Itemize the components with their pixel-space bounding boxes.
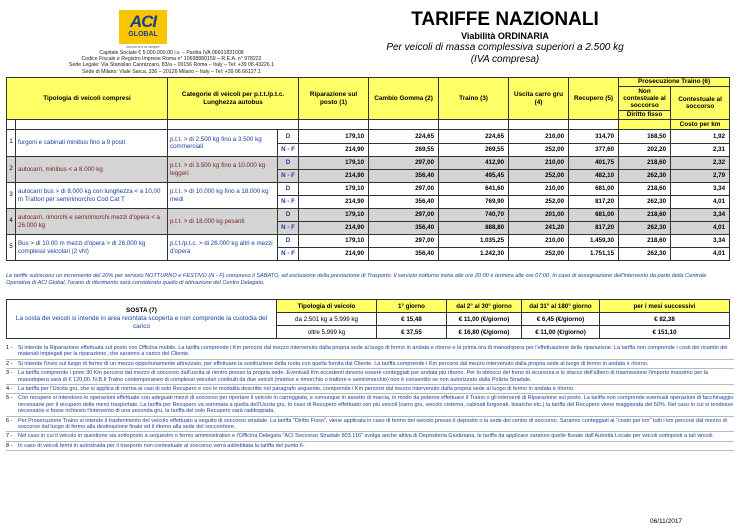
price-recupero: 681,00 (569, 209, 619, 222)
price-recupero: 817,20 (569, 196, 619, 209)
header-tipologia: Tipologia di veicoli compresi (7, 78, 168, 120)
price-cambio: 224,65 (369, 130, 439, 144)
vehicle-category: p.t.t./p.t.c. > di 26.000 kg altri e mezzi d'opera (168, 235, 278, 261)
footnote-text: La tariffa comprende i primi 30 Km percorsi dal mezzo di soccorso dall'uscita al rientro presso la propria sede. Eventuali Km eccedenti devono essere conteggiati per andata più ritorno. Per lo sblocco del freno di sicurezza e lo stacco dell'albero di trasmissione l'importo massimo per la manodopera sarà di € 120,00. N.B.Il Traino contemporaneo di complessi veicolari costituiti da due veicoli (motrice e rimorchio o trattore e semirimorchio) non è consentito se non autorizzato dalla Polizia Stradale. (18, 370, 708, 383)
price-costo-km: 3,34 (671, 183, 730, 196)
price-riparazione: 214,90 (299, 196, 369, 209)
price-riparazione: 179,10 (299, 183, 369, 196)
price-uscita: 252,00 (509, 196, 569, 209)
table-row (7, 130, 730, 144)
surcharge-note: Le tariffe subiscono un incremento del 20% per servizio NOTTURNO e FESTIVO (N - F) compreso il SABATO, ad esclusione della prestazione di Trasporto. Il servizio notturno inizia alle ore 20:00 e termina alle ore 07:00. In caso di assegnazione dell'intervento da parte della Centrale Operativa di ACI Global, l'orario di riferimento sarà considerato quello di attivazione del Centro Delegato. (6, 273, 707, 286)
price-costo-km: 4,01 (671, 196, 730, 209)
price-traino: 740,70 (439, 209, 509, 222)
sosta-title: SOSTA (7) (126, 307, 157, 314)
price-cambio: 297,00 (369, 209, 439, 222)
price-diritto-fisso: 218,60 (619, 209, 671, 222)
mode-night-festive: N - F (278, 248, 299, 261)
sosta-months: € 82,38 (600, 313, 730, 326)
price-traino: 888,80 (439, 222, 509, 235)
mode-day: D (278, 157, 299, 170)
tariff-table (6, 77, 730, 261)
table-row (7, 183, 730, 196)
mode-night-festive: N - F (278, 196, 299, 209)
price-diritto-fisso: 168,50 (619, 130, 671, 144)
row-index: 3 (7, 183, 16, 209)
price-recupero: 1.751,15 (569, 248, 619, 261)
company-line: Codice Fiscale e Registro Imprese Roma n° 10698880159 – R.E.A. n° 978222 (81, 56, 262, 63)
sosta-vehicle: da 2.501 kg a 5.999 kg (277, 313, 377, 326)
header-costo-km: Costo per km (671, 120, 730, 130)
footnote-number: 1 - (6, 345, 13, 351)
sosta-day2-30: € 11,00 (€/giorno) (447, 313, 522, 326)
footnote (6, 385, 734, 394)
vehicle-category: p.t.t. > di 3.500 kg fino a 10.000 kg leggeri (168, 157, 278, 183)
row-index: 4 (7, 209, 16, 235)
footnote-number: 2 - (6, 360, 13, 367)
price-diritto-fisso: 218,60 (619, 235, 671, 248)
price-costo-km: 2,32 (671, 157, 730, 170)
price-diritto-fisso: 262,30 (619, 222, 671, 235)
table-row (7, 209, 730, 222)
footnote-text: Con recupero si intendono le operazioni effettuate con adeguati mezzi di soccorso per riportare il veicolo in carreggiata, e comunque in assetto di marcia, in modo da poterne effettuare il Traino o gli interventi di Riparazione sul posto. La tariffa non comprende eventuali operazioni di facchinaggio necessarie per il recupero delle merci trasportate. La tariffa per Recupero va sommata a quella dell'Uscita gru. In caso di Recupero effettuato con più veicoli (carro gru, veicolo cisterna, cabinati furgonati, bisarche etc.) la tariffa del Recupero viene maggiorata del 50%. Nel caso in cui si rendesse necessario e fosse richiesto l'intervento di una seconda gru, la tariffa del solo Recupero sarà raddoppiata. (18, 395, 734, 415)
price-uscita: 241,20 (509, 222, 569, 235)
sosta-header-day31-180: dal 31° al 180° giorno (522, 300, 600, 313)
price-diritto-fisso: 262,30 (619, 170, 671, 183)
spacer-cell (619, 120, 671, 130)
price-traino: 641,60 (439, 183, 509, 196)
price-traino: 1.035,25 (439, 235, 509, 248)
vehicle-type: furgoni e cabinati minibus fino a 9 posti (16, 130, 168, 157)
mode-day: D (278, 183, 299, 196)
sosta-months: € 151,10 (600, 326, 730, 339)
price-cambio: 269,55 (369, 144, 439, 157)
price-recupero: 1.459,30 (569, 235, 619, 248)
price-riparazione: 214,90 (299, 222, 369, 235)
footnote-number: 5 - (6, 395, 13, 402)
table-row (7, 235, 730, 248)
logo-aci-text: ACI (129, 12, 157, 31)
sosta-header-tipologia: Tipologia di veicolo (277, 300, 377, 313)
price-recupero: 817,20 (569, 222, 619, 235)
price-recupero: 314,70 (569, 130, 619, 144)
sosta-header-months: per i mesi successivi (600, 300, 730, 313)
logo-global-text: GLOBAL (128, 31, 158, 38)
price-traino: 269,55 (439, 144, 509, 157)
sosta-info (7, 300, 277, 339)
price-uscita: 201,00 (509, 209, 569, 222)
page-subtitle: Viabilità ORDINARIA (461, 31, 549, 41)
price-uscita: 252,00 (509, 170, 569, 183)
company-line: Sede Legale: Via Stanislao Cannizzaro, 83/a – 00156 Roma – Italy – Tel: +39 06.43226.1 (68, 62, 274, 69)
price-costo-km: 3,34 (671, 235, 730, 248)
sosta-day2-30: € 16,80 (€/giorno) (447, 326, 522, 339)
sosta-header-day2-30: dal 2° al 30° giorno (447, 300, 522, 313)
vehicle-type: autocarri, minibus < a 8.000 kg (16, 157, 168, 183)
footnote-text: Si intende la Riparazione effettuata sul posto con Officina mobile. La tariffa comprende i Km percorsi dal mezzo intervenuto dalla propria sede al luogo di fermo in andata e ritorno e la prima ora di manodopera per l'effettuazione della riparazione. La tariffa non comprende i costi dei ricambi dei materiali impiegati per la riparazione, che saranno a carico del Cliente. (18, 345, 728, 358)
sosta-table (6, 299, 730, 339)
footnote-number: 3 - (6, 370, 13, 377)
price-cambio: 297,00 (369, 157, 439, 170)
footnote-number: 6 - (6, 417, 13, 424)
header-uscita-carro-gru: Uscita carro gru (4) (509, 78, 569, 120)
price-cambio: 356,40 (369, 196, 439, 209)
price-uscita: 210,00 (509, 157, 569, 170)
price-traino: 224,65 (439, 130, 509, 144)
price-diritto-fisso: 262,30 (619, 248, 671, 261)
footnotes (6, 344, 734, 451)
price-riparazione: 179,10 (299, 130, 369, 144)
sosta-day31-180: € 11,00 (€/giorno) (522, 326, 600, 339)
header-prosecuzione-traino: Prosecuzione Traino (6) (619, 78, 730, 87)
price-uscita: 252,00 (509, 248, 569, 261)
header-contestuale: Contestuale al soccorso (671, 87, 730, 120)
company-info (54, 50, 289, 75)
vehicle-type: autocarri, rimorchi e semirimorchi mezzi d'opera < a 26.000 kg (16, 209, 168, 235)
price-diritto-fisso: 262,30 (619, 196, 671, 209)
price-traino: 1.242,30 (439, 248, 509, 261)
mode-day: D (278, 130, 299, 144)
price-riparazione: 179,10 (299, 235, 369, 248)
row-index: 5 (7, 235, 16, 261)
price-uscita: 210,00 (509, 183, 569, 196)
header-non-contestuale: Non contestuale al soccorso (619, 87, 671, 111)
price-recupero: 482,10 (569, 170, 619, 183)
price-cambio: 356,40 (369, 248, 439, 261)
sosta-day1: € 15,48 (377, 313, 447, 326)
mode-night-festive: N - F (278, 170, 299, 183)
header-riparazione: Riparazione sul posto (1) (299, 78, 369, 120)
footnote-number: 7 - (6, 433, 13, 440)
header-traino: Traino (3) (439, 78, 509, 120)
price-riparazione: 179,10 (299, 209, 369, 222)
vehicle-category: p.t.t. > di 18.000 kg pesanti (168, 209, 278, 235)
price-diritto-fisso: 218,60 (619, 157, 671, 170)
vat-note: (IVA compresa) (470, 54, 540, 65)
price-cambio: 297,00 (369, 183, 439, 196)
price-costo-km: 2,31 (671, 144, 730, 157)
page-title: TARIFFE NAZIONALI (411, 9, 599, 30)
header-diritto-fisso: Diritto fisso (619, 111, 671, 120)
aci-global-logo (119, 10, 167, 50)
price-cambio: 356,40 (369, 222, 439, 235)
price-riparazione: 214,90 (299, 144, 369, 157)
spacer-cell (569, 120, 619, 130)
price-uscita: 210,00 (509, 130, 569, 144)
price-traino: 495,45 (439, 170, 509, 183)
sosta-description: La sosta dei veicoli si intende in area recintata scoperta e non comprende la custodia del carico (15, 315, 268, 330)
spacer-cell (16, 120, 168, 130)
vehicle-category: p.t.t. > di 2.500 kg fino a 3.500 kg commerciali (168, 130, 278, 157)
price-uscita: 252,00 (509, 144, 569, 157)
table-row (7, 157, 730, 170)
vehicle-mass-line: Per veicoli di massa complessiva superiori a 2.500 kg (386, 42, 624, 53)
spacer-cell (509, 120, 569, 130)
price-costo-km: 1,92 (671, 130, 730, 144)
price-riparazione: 214,90 (299, 170, 369, 183)
price-costo-km: 4,01 (671, 222, 730, 235)
price-recupero: 377,60 (569, 144, 619, 157)
footnote-text: La tariffa per l'Uscita gru, che si applica di norma ai casi di solo Recupero e con le modalità descritte nel paragrafo seguente, comprende i Km percorsi dal mezzo intervenuto dalla propria sede al luogo di fermo in andata e ritorno. (18, 386, 575, 393)
footnote (6, 442, 734, 451)
document-date: 06/11/2017 (650, 518, 683, 525)
mode-day: D (278, 235, 299, 248)
row-index: 1 (7, 130, 16, 157)
footnote-number: 4 - (6, 386, 13, 393)
spacer-cell (168, 120, 299, 130)
spacer-cell (439, 120, 509, 130)
logo-badge (119, 10, 167, 44)
sosta-header-day1: 1° giorno (377, 300, 447, 313)
footnote-text: Si intende l'invio sul luogo di fermo di un mezzo opportunamente attrezzato, per effettuare la sostituzione della ruota con quella fornita dal Cliente. La tariffa comprende i Km percorsi dal mezzo intervenuto dalla propria sede al luogo di fermo in andata e ritorno. (18, 360, 649, 367)
footnote (6, 369, 734, 385)
price-cambio: 356,40 (369, 170, 439, 183)
footnote (6, 360, 734, 369)
footnote-number: 8 - (6, 442, 13, 449)
mode-day: D (278, 209, 299, 222)
header-recupero: Recupero (5) (569, 78, 619, 120)
price-costo-km: 4,01 (671, 248, 730, 261)
row-index: 2 (7, 157, 16, 183)
price-recupero: 401,75 (569, 157, 619, 170)
sosta-vehicle: oltre 5.999 kg (277, 326, 377, 339)
vehicle-type: autocarri bus > di 8.000 kg con lunghezza < a 10,00 m Trattori per semirimorchio Cod Cat T (16, 183, 168, 209)
price-cambio: 297,00 (369, 235, 439, 248)
price-costo-km: 3,34 (671, 209, 730, 222)
sosta-day31-180: € 6,45 (€/giorno) (522, 313, 600, 326)
price-traino: 769,90 (439, 196, 509, 209)
footnote (6, 432, 734, 441)
vehicle-category: p.t.t. > di 10.000 kg fino a 18.000 kg medi (168, 183, 278, 209)
header-categorie: Categorie di veicoli per p.t.t./p.t.c. Lunghezza autobus (168, 78, 299, 120)
spacer-cell (369, 120, 439, 130)
price-uscita: 210,00 (509, 235, 569, 248)
vehicle-type: Bus > di 10.00 m mezzi d'opera > di 26.000 kg complessi veicolari (2 vhl) (16, 235, 168, 261)
sosta-day1: € 37,55 (377, 326, 447, 339)
spacer-cell (7, 120, 16, 130)
mode-night-festive: N - F (278, 222, 299, 235)
price-diritto-fisso: 218,60 (619, 183, 671, 196)
price-recupero: 681,00 (569, 183, 619, 196)
price-costo-km: 2,79 (671, 170, 730, 183)
company-line: Capitale Sociale € 5.000.000,00 i.v. – Partita IVA 06601831008 (99, 50, 244, 56)
footnote (6, 344, 734, 360)
footnote-text: Nel caso in cui il veicolo in questione sia sottoposto a sequestro o fermo amministrativo e l'Officina Delegata "ACI Soccorso Stradale 803.116" svolga anche attiva di Depositeria Giudiziaria, le tariffa da applicare saranno quelle fissate dall'Autorità Locale per veicoli sottoposti a tali vincoli. (18, 433, 715, 440)
logo-tagline: soccorrsi a la sempre (126, 45, 160, 49)
spacer-cell (299, 120, 369, 130)
company-line: Sede di Milano: Viale Sarca, 336 – 20126 Milano – Italy – Tel: +39 06.66127.1 (82, 68, 261, 75)
footnote (6, 417, 734, 433)
price-diritto-fisso: 202,20 (619, 144, 671, 157)
price-riparazione: 214,90 (299, 248, 369, 261)
header-cambio-gomma: Cambio Gomma (2) (369, 78, 439, 120)
price-riparazione: 179,10 (299, 157, 369, 170)
mode-night-festive: N - F (278, 144, 299, 157)
footnote (6, 394, 734, 416)
footnote-text: Per Prosecuzione Traino si intende il trasferimento del veicolo effettuato a seguito di soccorso stradale. La tariffa "Diritto Fisso", viene applicata in caso di fermo del veicolo presso il deposito o la sede del centro di soccorso. Saranno conteggiati al "costo per km" tutti i km percorsi dal mezzo di soccorso dal luogo di fermo alla destinazione finale ed il ritorno alla sede del soccorritore. (18, 417, 727, 431)
price-traino: 412,90 (439, 157, 509, 170)
footnote-text: In caso di veicoli fermi in autostrada per il trasporto non contestuale al soccorso verrà addebitata la tariffa del punto 6- (18, 442, 305, 449)
